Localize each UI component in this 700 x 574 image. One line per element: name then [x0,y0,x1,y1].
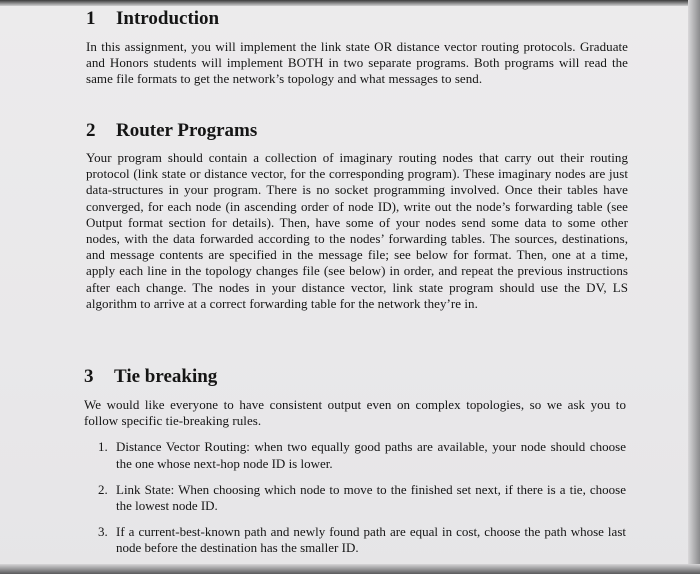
section-title: Tie breaking [114,366,218,387]
section-title: Router Programs [116,120,258,141]
section-heading [86,8,628,30]
list-item-text: Link State: When choosing which node to move to the finished set next, if there is a tie, choose the lowest node ID. [116,481,626,514]
section-title: Introduction [116,8,220,29]
list-item-number: 2. [98,481,108,497]
list-item-text: If a current-best-known path and newly found path are equal in cost, choose the path whose last node before the destination has the smaller ID. [116,524,626,556]
section-paragraph: We would like everyone to have consistent output even on complex topologies, so we ask you to follow specific tie-breaking rules. [84,397,626,429]
section-router-programs [86,120,628,312]
section-tie-breaking [84,366,626,567]
list-item [84,439,626,471]
section-paragraph: In this assignment, you will implement the link state OR distance vector routing protocols. Graduate and Honors students will implement BOTH in two separate programs. Both programs will read the same file formats to get the network’s topology and what messages to send. [86,39,628,87]
section-paragraph: Your program should contain a collection of imaginary routing nodes that carry out their routing protocol (link state or distance vector, for the corresponding program). These imaginary nodes are just data-structures in your program. There is no socket programming involved. Once their tables have converged, for each node (in ascending order of node ID), write out the node’s forwarding table (see Output format section for details). Then, have some of your nodes send some data to some other nodes, with the data forwarded according to the nodes’ forwarding tables. The sources, destinations, and message contents are specified in the message file; see below for format. Then, one at a time, apply each line in the topology changes file (see below) in order, and repeat the previous instructions after each change. The nodes in your distance vector, link state program should use the DV, LS algorithm to arrive at a correct forwarding table for the network they’re in. [86,150,628,311]
page-bottom-edge [0,564,700,574]
section-number: 3 [84,366,94,387]
section-introduction [86,8,628,88]
section-heading [84,366,626,388]
list-item-text: Distance Vector Routing: when two equally good paths are available, your node should choose the one whose next-hop node ID is lower. [116,439,626,471]
page-right-edge [688,0,700,574]
list-item-number: 3. [98,524,108,540]
list-item-number: 1. [98,439,108,455]
page-top-edge [0,0,700,6]
tie-breaking-list [84,439,626,556]
list-item [84,482,626,514]
section-number: 1 [86,8,96,29]
section-number: 2 [86,120,96,141]
section-heading [86,120,628,142]
list-item [84,524,626,556]
